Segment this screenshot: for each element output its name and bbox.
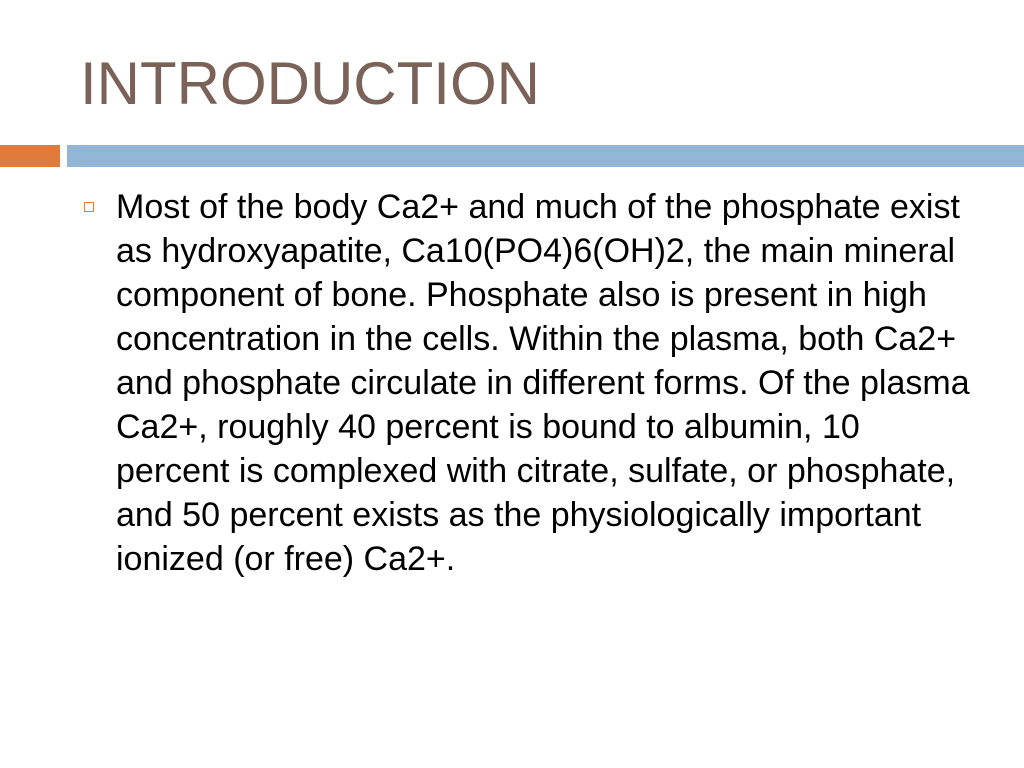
- hollow-square-bullet-icon: [84, 202, 94, 212]
- bullet-text: Most of the body Ca2+ and much of the phosphate exist as hydroxyapatite, Ca10(PO4)6(OH)2, the main mineral component of bone. Phosphate also is present in high concentration in the cells. Within the plasma, both Ca2+ and phosphate circulate in different forms. Of the plasma Ca2+, roughly 40 percent is bound to albumin, 10 percent is complexed with citrate, sulfate, or phosphate, and 50 percent exists as the physiologically important ionized (or free) Ca2+.: [116, 188, 970, 578]
- accent-bar-orange: [0, 145, 60, 167]
- accent-bar-blue: [67, 145, 1024, 167]
- slide-title: INTRODUCTION: [80, 50, 540, 117]
